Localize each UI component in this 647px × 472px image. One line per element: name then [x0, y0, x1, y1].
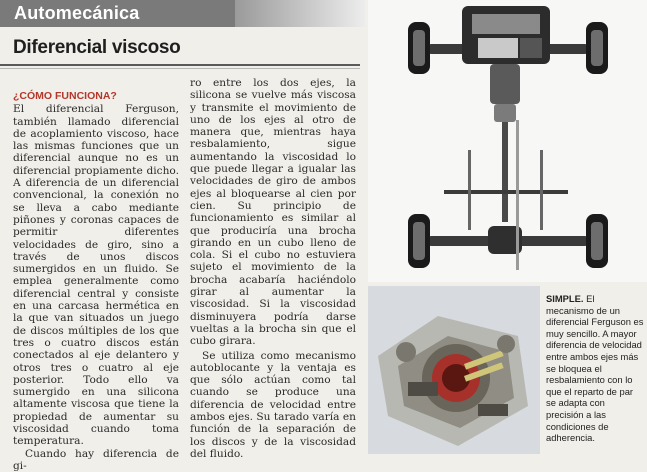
- article-headline: Diferencial viscoso: [13, 37, 181, 58]
- differential-photo: [368, 286, 540, 454]
- caption-lead: SIMPLE.: [546, 293, 584, 304]
- differential-illustration: [368, 286, 540, 454]
- caption-text: El mecanismo de un diferencial Ferguson es muy sencillo. A mayor diferencia de velocidad entre ambos ejes más se bloquea el resbalamiento con lo que el reparto de par se adapta con precisión a las condiciones de adherencia.: [546, 293, 644, 444]
- paragraph: ro entre los dos ejes, la silicona se vuelve más viscosa y transmite el movimiento de uno de los ejes al otro de manera que, mientras haya resbalamiento, sigue aumentando la viscosidad lo que puede llegar a igualar las velocidades de giro de ambos ejes al bloquearse al cien por cien. Su principio de funcionamiento es similar al que produciría una brocha girando en un cubo lleno de cola. Si el cubo no estuviera sujeto el movimiento de la brocha acabaría haciéndolo girar al aumentar la viscosidad. Si la viscosidad disminuyera podría darse vueltas a la brocha sin que el cubo girara.: [190, 77, 356, 348]
- text-column-1: [13, 90, 179, 472]
- photo-caption: [546, 293, 644, 444]
- chassis-illustration: [368, 0, 647, 282]
- chassis-photo: [368, 0, 647, 282]
- section-band-fade: [235, 0, 365, 27]
- paragraph: Cuando hay diferencia de gi-: [13, 447, 179, 472]
- section-kicker: ¿CÓMO FUNCIONA?: [13, 90, 117, 102]
- section-title: Automecánica: [14, 3, 140, 23]
- paragraph: Se utiliza como mecanismo autoblocante y la ventaja es que sólo actúan como tal cuando se produce una diferencia de velocidad entre ambos ejes. Su tarado varía en función de la separación de los discos y de la viscosidad del fluido.: [190, 349, 356, 460]
- headline-rule-thin: [0, 68, 360, 69]
- text-column-2: [190, 77, 356, 460]
- paragraph: El diferencial Ferguson, también llamado diferencial de acoplamiento viscoso, hace las mismas funciones que un diferencial aunque no es un diferencial propiamente dicho. A diferencia de un diferencial convencional, la conexión no se lleva a cabo mediante piñones y coronas capaces de permitir diferentes velocidades de giro, sino a través de unos discos sumergidos en un fluido. Se emplea generalmente como diferencial central y consiste en una carcasa hermética en la que van situados un juego de discos múltiples de los que tres o cuatro discos están conectados al eje delantero y otros tres o cuatro al eje posterior. Todo ello va sumergido en una silicona altamente viscosa que tiene la propiedad de aumentar su viscosidad cuando toma temperatura.: [13, 103, 179, 448]
- headline-rule: [0, 64, 360, 66]
